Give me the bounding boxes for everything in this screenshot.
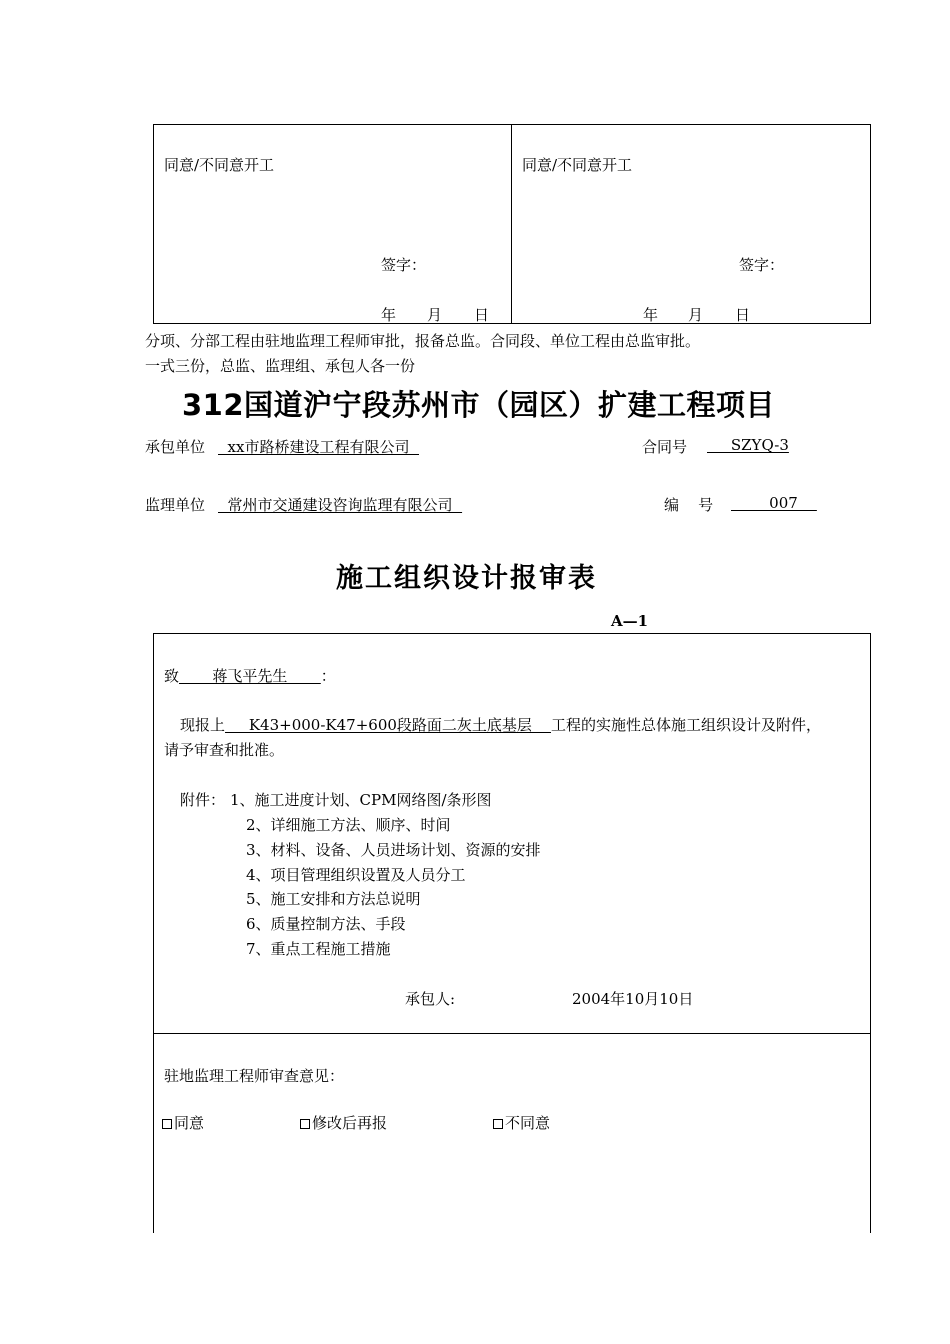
report-line-2: 请予审查和批准。 — [164, 741, 285, 759]
left-date-day: 日 — [474, 306, 490, 324]
right-date-year: 年 — [643, 306, 659, 324]
supervisor-label: 监理单位 — [145, 496, 206, 514]
checkbox-revise[interactable] — [300, 1119, 310, 1129]
approval-table-divider — [511, 124, 512, 324]
project-title: 312国道沪宁段苏州市（园区）扩建工程项目 — [182, 388, 776, 422]
addressee-name: 蒋飞平先生 — [179, 667, 321, 685]
right-date-month: 月 — [688, 306, 704, 324]
option-agree[interactable] — [162, 1112, 204, 1133]
left-date-month: 月 — [427, 306, 443, 324]
option-agree-label: 同意 — [174, 1114, 205, 1132]
addressee-suffix: ： — [320, 667, 336, 685]
attachment-item: 7、重点工程施工措施 — [246, 940, 391, 958]
form-title: 施工组织设计报审表 — [336, 563, 597, 594]
attachments-label: 附件： — [180, 791, 226, 809]
left-date-year: 年 — [381, 306, 397, 324]
review-title: 驻地监理工程师审查意见： — [164, 1067, 345, 1085]
attachment-item: 2、详细施工方法、顺序、时间 — [246, 816, 451, 834]
option-revise-label: 修改后再报 — [312, 1114, 388, 1132]
report-suffix: 工程的实施性总体施工组织设计及附件， — [550, 716, 821, 734]
contractor-value: xx市路桥建设工程有限公司 — [218, 438, 419, 456]
checkbox-agree[interactable] — [162, 1119, 172, 1129]
left-sign-label: 签字： — [381, 256, 427, 274]
report-project: K43+000-K47+600段路面二灰土底基层 — [225, 716, 551, 734]
attachment-item: 1、施工进度计划、CPM网络图/条形图 — [230, 791, 492, 809]
contract-no-label: 合同号 — [642, 438, 688, 456]
number-label: 编 号 — [664, 496, 714, 514]
option-revise[interactable] — [300, 1112, 387, 1133]
checkbox-disagree[interactable] — [493, 1119, 503, 1129]
report-prefix: 现报上 — [180, 716, 226, 734]
attachment-item: 6、质量控制方法、手段 — [246, 915, 406, 933]
left-opinion: 同意/不同意开工 — [164, 156, 275, 174]
note-copies: 一式三份，总监、监理组、承包人各一份 — [145, 357, 416, 375]
contractor-sign-label: 承包人: — [405, 990, 456, 1008]
addressee-prefix: 致 — [164, 667, 180, 685]
attachment-item: 5、施工安排和方法总说明 — [246, 890, 421, 908]
form-section-divider — [153, 1033, 871, 1034]
right-date-day: 日 — [735, 306, 751, 324]
option-disagree[interactable] — [493, 1112, 550, 1133]
addressee-line — [164, 665, 336, 686]
supervisor-value: 常州市交通建设咨询监理有限公司 — [218, 496, 463, 514]
number-value: 007 — [731, 494, 817, 512]
right-opinion: 同意/不同意开工 — [522, 156, 633, 174]
right-sign-label: 签字： — [739, 256, 785, 274]
attachment-item: 3、材料、设备、人员进场计划、资源的安排 — [246, 841, 541, 859]
report-line — [180, 714, 821, 735]
contract-no-value: SZYQ-3 — [707, 436, 789, 454]
note-approval-rule: 分项、分部工程由驻地监理工程师审批，报备总监。合同段、单位工程由总监审批。 — [145, 332, 701, 350]
attachment-item: 4、项目管理组织设置及人员分工 — [246, 866, 466, 884]
form-code: A—1 — [611, 612, 649, 630]
contractor-label: 承包单位 — [145, 438, 206, 456]
submission-date: 2004年10月10日 — [572, 990, 694, 1008]
option-disagree-label: 不同意 — [505, 1114, 551, 1132]
